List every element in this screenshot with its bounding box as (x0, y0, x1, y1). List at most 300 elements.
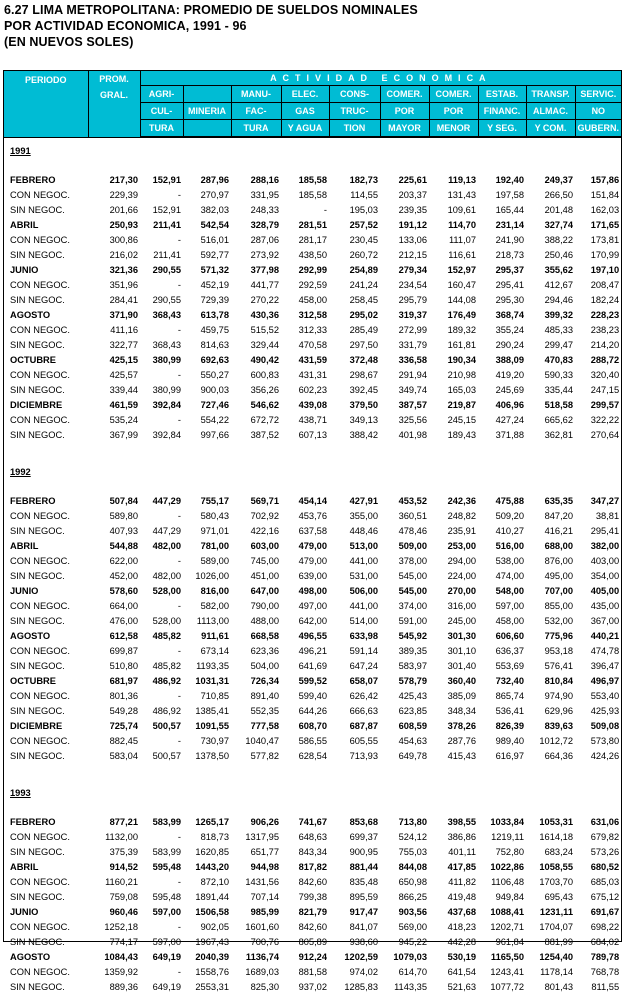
cell-value: 152,91 (152, 175, 181, 185)
row-label: SIN NEGOC. (10, 430, 65, 440)
cell-value: 1058,55 (539, 862, 573, 872)
cell-value: 320,40 (590, 370, 620, 380)
cell-value: 235,91 (447, 526, 476, 536)
cell-value: 971,01 (200, 526, 229, 536)
cell-value: 623,85 (398, 706, 427, 716)
cell-value: 917,47 (349, 907, 378, 917)
cell-value: 482,00 (152, 541, 181, 551)
cell-value: 441,00 (349, 556, 378, 566)
cell-value: 755,03 (398, 847, 427, 857)
cell-value: 591,14 (349, 646, 378, 656)
cell-value: 290,55 (152, 295, 181, 305)
cell-value: 281,51 (298, 220, 327, 230)
cell-value: 401,11 (448, 847, 476, 857)
cell-value: 1443,20 (195, 862, 229, 872)
cell-value: 668,58 (250, 631, 279, 641)
year-label: 1992 (10, 467, 31, 477)
row-label: OCTUBRE (10, 355, 56, 365)
row-label: SIN NEGOC. (10, 982, 65, 992)
cell-value: 295,41 (495, 280, 524, 290)
cell-value: 599,40 (298, 691, 327, 701)
cell-value: 453,76 (298, 511, 327, 521)
cell-value: - (177, 280, 181, 290)
cell-value: 192,40 (495, 175, 524, 185)
sub-row (4, 413, 621, 428)
cell-value: 248,82 (447, 511, 476, 521)
sub-row (4, 278, 621, 293)
cell-value: 157,86 (590, 175, 620, 185)
cell-value: 241,24 (349, 280, 378, 290)
cell-value: 327,74 (544, 220, 573, 230)
cell-value: 435,00 (590, 601, 620, 611)
cell-value: 355,00 (349, 511, 378, 521)
cell-value: 248,33 (250, 205, 279, 215)
row-label: FEBRERO (10, 175, 56, 185)
cell-value: 176,49 (447, 310, 476, 320)
cell-value: 612,58 (109, 631, 138, 641)
cell-value: 855,00 (544, 601, 573, 611)
cell-value: 844,08 (398, 862, 427, 872)
cell-value: 847,20 (544, 511, 573, 521)
cell-value: 586,55 (298, 736, 327, 746)
cell-value: 322,22 (590, 415, 620, 425)
cell-value: 419,48 (447, 892, 476, 902)
header-col-1-line-3 (183, 120, 231, 138)
cell-value: 496,97 (590, 676, 620, 686)
cell-value: 486,92 (152, 706, 181, 716)
cell-value: 725,74 (109, 721, 138, 731)
row-label: CON NEGOC. (10, 370, 70, 380)
salary-table-frame (3, 70, 622, 992)
year-row (4, 459, 621, 485)
cell-value: 288,72 (590, 355, 620, 365)
cell-value: 367,99 (109, 430, 138, 440)
cell-value: 479,00 (298, 556, 327, 566)
salary-table (4, 71, 621, 995)
cell-value: 811,55 (591, 982, 620, 992)
cell-value: 355,62 (544, 265, 573, 275)
cell-value: 250,46 (544, 250, 573, 260)
cell-value: 231,14 (495, 220, 524, 230)
cell-value: 325,56 (398, 415, 427, 425)
spacer-row (4, 164, 621, 173)
cell-value: 490,42 (250, 355, 279, 365)
cell-value: 476,00 (109, 616, 138, 626)
cell-value: 882,45 (109, 736, 138, 746)
cell-value: - (177, 691, 181, 701)
cell-value: - (177, 736, 181, 746)
header-col-9-line-2: NO (575, 103, 621, 120)
cell-value: 569,71 (250, 496, 279, 506)
cell-value: 208,47 (590, 280, 620, 290)
cell-value: 498,00 (298, 586, 327, 596)
title-line-1: 6.27 LIMA METROPOLITANA: PROMEDIO DE SUELDOS NOMINALES (4, 3, 418, 17)
cell-value: 152,97 (447, 265, 476, 275)
row-label: CON NEGOC. (10, 736, 70, 746)
sub-row (4, 920, 621, 935)
cell-value: 576,41 (544, 661, 573, 671)
cell-value: 741,67 (298, 817, 327, 827)
cell-value: 1506,58 (195, 907, 229, 917)
cell-value: 360,51 (398, 511, 427, 521)
cell-value: 960,46 (109, 907, 138, 917)
header-col-6-line-1: COMER. (429, 86, 478, 103)
cell-value: 1113,00 (196, 616, 229, 626)
cell-value: 639,00 (298, 571, 327, 581)
cell-value: 810,84 (544, 676, 573, 686)
cell-value: 1165,50 (490, 952, 524, 962)
cell-value: 438,50 (298, 250, 327, 260)
cell-value: 713,93 (349, 751, 378, 761)
row-label: ABRIL (10, 541, 39, 551)
cell-value: - (323, 205, 327, 215)
cell-value: 284,41 (109, 295, 138, 305)
table-header (4, 71, 621, 137)
cell-value: 513,00 (349, 541, 378, 551)
cell-value: 479,00 (298, 541, 327, 551)
cell-value: 672,72 (250, 415, 279, 425)
cell-value: 425,57 (109, 370, 138, 380)
sub-row (4, 749, 621, 764)
cell-value: 650,98 (398, 877, 427, 887)
cell-value: 351,96 (109, 280, 138, 290)
cell-value: 452,19 (200, 280, 229, 290)
cell-value: 580,43 (200, 511, 229, 521)
cell-value: 1378,50 (195, 751, 229, 761)
cell-value: 1053,31 (539, 817, 573, 827)
month-row (4, 950, 621, 965)
header-col-9-line-3: GUBERN. (575, 120, 621, 138)
cell-value: 603,00 (250, 541, 279, 551)
cell-value: 647,24 (349, 661, 378, 671)
cell-value: 485,82 (152, 661, 181, 671)
cell-value: 312,33 (298, 325, 327, 335)
cell-value: 119,13 (448, 175, 476, 185)
cell-value: 389,35 (398, 646, 427, 656)
cell-value: 458,00 (495, 616, 524, 626)
cell-value: 805,89 (298, 937, 327, 947)
cell-value: 707,00 (544, 586, 573, 596)
cell-value: 550,27 (200, 370, 229, 380)
spacer-row (4, 764, 621, 780)
cell-value: 583,99 (152, 817, 181, 827)
cell-value: 509,20 (495, 511, 524, 521)
cell-value: 453,52 (398, 496, 427, 506)
row-label: CON NEGOC. (10, 190, 70, 200)
cell-value: 212,15 (398, 250, 427, 260)
cell-value: 191,12 (398, 220, 427, 230)
cell-value: 914,52 (109, 862, 138, 872)
cell-value: 649,19 (152, 982, 181, 992)
cell-value: 536,41 (495, 706, 524, 716)
sub-row (4, 644, 621, 659)
cell-value: 1219,11 (491, 832, 524, 842)
row-label: SIN NEGOC. (10, 937, 65, 947)
row-label: JUNIO (10, 586, 39, 596)
cell-value: - (177, 877, 181, 887)
cell-value: 569,00 (398, 922, 427, 932)
cell-value: 448,46 (349, 526, 378, 536)
sub-row (4, 233, 621, 248)
header-col-7-line-3: Y SEG. (478, 120, 526, 138)
cell-value: 518,58 (544, 400, 573, 410)
cell-value: 699,37 (349, 832, 378, 842)
cell-value: 679,82 (590, 832, 620, 842)
cell-value: 664,00 (109, 601, 138, 611)
cell-value: 258,45 (349, 295, 378, 305)
header-col-8-line-2: ALMAC. (526, 103, 575, 120)
cell-value: 1160,21 (105, 877, 138, 887)
cell-value: 589,80 (109, 511, 138, 521)
cell-value: 217,30 (109, 175, 138, 185)
cell-value: 328,79 (250, 220, 279, 230)
cell-value: 133,06 (398, 235, 427, 245)
cell-value: 912,24 (298, 952, 327, 962)
cell-value: 684,02 (590, 937, 620, 947)
cell-value: 775,96 (544, 631, 573, 641)
cell-value: 818,73 (200, 832, 229, 842)
header-col-2-line-2: FAC- (231, 103, 281, 120)
spacer-row (4, 485, 621, 494)
sub-row (4, 704, 621, 719)
cell-value: 257,52 (349, 220, 378, 230)
cell-value: 538,00 (495, 556, 524, 566)
cell-value: 427,24 (495, 415, 524, 425)
cell-value: 799,38 (298, 892, 327, 902)
cell-value: 239,35 (398, 205, 427, 215)
sub-row (4, 383, 621, 398)
cell-value: 474,78 (590, 646, 620, 656)
cell-value: 573,26 (590, 847, 620, 857)
cell-value: 944,98 (250, 862, 279, 872)
year-row (4, 780, 621, 806)
sub-row (4, 935, 621, 950)
row-label: SIN NEGOC. (10, 526, 65, 536)
cell-value: 214,20 (590, 340, 620, 350)
cell-value: 691,67 (590, 907, 620, 917)
cell-value: 422,16 (250, 526, 279, 536)
cell-value: 273,92 (250, 250, 279, 260)
cell-value: 524,12 (398, 832, 427, 842)
cell-value: 1614,18 (539, 832, 573, 842)
cell-value: 114,70 (448, 220, 476, 230)
cell-value: 597,00 (152, 937, 181, 947)
cell-value: 321,36 (109, 265, 138, 275)
sub-row (4, 203, 621, 218)
sub-row (4, 890, 621, 905)
cell-value: 895,59 (349, 892, 378, 902)
row-label: SIN NEGOC. (10, 706, 65, 716)
header-col-5-line-2: POR (380, 103, 429, 120)
cell-value: 789,78 (590, 952, 620, 962)
sub-row (4, 554, 621, 569)
cell-value: 392,84 (152, 400, 181, 410)
cell-value: 949,84 (495, 892, 524, 902)
month-row (4, 263, 621, 278)
cell-value: 577,82 (250, 751, 279, 761)
cell-value: 1084,43 (104, 952, 138, 962)
cell-value: 388,42 (349, 430, 378, 440)
cell-value: 377,98 (250, 265, 279, 275)
row-label: DICIEMBRE (10, 400, 63, 410)
row-label: SIN NEGOC. (10, 571, 65, 581)
cell-value: 290,24 (495, 340, 524, 350)
cell-value: 945,22 (398, 937, 427, 947)
cell-value: 131,43 (447, 190, 476, 200)
cell-value: 382,03 (200, 205, 229, 215)
cell-value: 521,63 (447, 982, 476, 992)
cell-value: 1265,17 (195, 817, 229, 827)
cell-value: 509,00 (398, 541, 427, 551)
cell-value: 853,68 (349, 817, 378, 827)
cell-value: 1202,59 (344, 952, 378, 962)
cell-value: 816,00 (200, 586, 229, 596)
cell-value: 38,81 (595, 511, 620, 521)
cell-value: 362,81 (544, 430, 573, 440)
cell-value: 1359,92 (104, 967, 138, 977)
cell-value: 407,93 (109, 526, 138, 536)
cell-value: 270,97 (200, 190, 229, 200)
cell-value: 530,19 (447, 952, 476, 962)
cell-value: 331,79 (398, 340, 427, 350)
cell-value: 727,46 (200, 400, 229, 410)
cell-value: 301,10 (447, 646, 476, 656)
cell-value: 839,63 (544, 721, 573, 731)
cell-value: 578,60 (109, 586, 138, 596)
cell-value: 506,00 (349, 586, 378, 596)
header-col-4-line-3: TION (329, 120, 380, 138)
row-label: CON NEGOC. (10, 601, 70, 611)
cell-value: 386,86 (447, 832, 476, 842)
cell-value: 1254,40 (539, 952, 573, 962)
cell-value: 889,36 (109, 982, 138, 992)
cell-value: 826,39 (495, 721, 524, 731)
cell-value: 355,24 (495, 325, 524, 335)
header-col-3-line-2: GAS (281, 103, 329, 120)
header-col-2-line-3: TURA (231, 120, 281, 138)
cell-value: 774,17 (109, 937, 138, 947)
cell-value: 441,00 (349, 601, 378, 611)
row-label: SIN NEGOC. (10, 205, 65, 215)
cell-value: 817,82 (298, 862, 327, 872)
cell-value: 281,17 (298, 235, 327, 245)
cell-value: - (177, 832, 181, 842)
cell-value: 608,59 (398, 721, 427, 731)
cell-value: 415,43 (447, 751, 476, 761)
cell-value: 295,02 (349, 310, 378, 320)
row-label: CON NEGOC. (10, 832, 70, 842)
cell-value: 1033,84 (490, 817, 524, 827)
row-label: ABRIL (10, 220, 39, 230)
sub-row (4, 188, 621, 203)
cell-value: 412,67 (544, 280, 573, 290)
cell-value: 185,58 (298, 175, 327, 185)
cell-value: 392,84 (152, 430, 181, 440)
cell-value: 509,08 (590, 721, 620, 731)
cell-value: 497,00 (298, 601, 327, 611)
header-actividad-economica: ACTIVIDAD ECONOMICA (140, 71, 621, 86)
cell-value: 752,80 (495, 847, 524, 857)
header-col-6-line-3: MENOR (429, 120, 478, 138)
cell-value: 648,63 (298, 832, 327, 842)
cell-value: 729,39 (200, 295, 229, 305)
month-row (4, 173, 621, 188)
cell-value: 641,69 (298, 661, 327, 671)
cell-value: 637,58 (298, 526, 327, 536)
sub-row (4, 659, 621, 674)
cell-value: - (177, 601, 181, 611)
header-col-6-line-2: POR (429, 103, 478, 120)
cell-value: 698,22 (590, 922, 620, 932)
cell-value: 2553,31 (195, 982, 229, 992)
cell-value: 583,99 (152, 847, 181, 857)
cell-value: 319,37 (398, 310, 427, 320)
header-col-1-line-2: MINERIA (183, 103, 231, 120)
cell-value: 447,29 (152, 496, 181, 506)
month-row (4, 353, 621, 368)
row-label: CON NEGOC. (10, 922, 70, 932)
title-line-2: POR ACTIVIDAD ECONOMICA, 1991 - 96 (4, 19, 247, 33)
cell-value: 623,36 (250, 646, 279, 656)
cell-value: 548,00 (495, 586, 524, 596)
cell-value: 116,61 (448, 250, 476, 260)
year-row (4, 137, 621, 164)
cell-value: 726,34 (250, 676, 279, 686)
row-label: SIN NEGOC. (10, 661, 65, 671)
cell-value: 903,56 (398, 907, 427, 917)
cell-value: 173,81 (590, 235, 620, 245)
cell-value: 545,00 (398, 586, 427, 596)
cell-value: 379,50 (349, 400, 378, 410)
cell-value: 781,00 (200, 541, 229, 551)
cell-value: 162,03 (590, 205, 620, 215)
cell-value: 1431,56 (245, 877, 279, 887)
cell-value: 144,08 (447, 295, 476, 305)
header-col-0-line-3: TURA (140, 120, 183, 138)
cell-value: - (177, 325, 181, 335)
cell-value: 614,70 (398, 967, 427, 977)
cell-value: 680,52 (590, 862, 620, 872)
cell-value: 647,00 (250, 586, 279, 596)
cell-value: 451,00 (250, 571, 279, 581)
cell-value: 210,98 (447, 370, 476, 380)
cell-value: 418,23 (447, 922, 476, 932)
cell-value: 607,13 (298, 430, 327, 440)
cell-value: 247,15 (590, 385, 620, 395)
cell-value: 388,09 (495, 355, 524, 365)
cell-value: 301,40 (447, 661, 476, 671)
cell-value: 1077,72 (490, 982, 524, 992)
cell-value: 592,77 (200, 250, 229, 260)
cell-value: 535,24 (109, 415, 138, 425)
cell-value: 347,27 (590, 496, 620, 506)
cell-value: 295,79 (398, 295, 427, 305)
cell-value: 454,63 (398, 736, 427, 746)
cell-value: 398,55 (447, 817, 476, 827)
cell-value: 486,92 (152, 676, 181, 686)
cell-value: 1202,71 (490, 922, 524, 932)
sub-row (4, 569, 621, 584)
cell-value: 542,54 (200, 220, 229, 230)
cell-value: 900,03 (200, 385, 229, 395)
cell-value: 160,47 (447, 280, 476, 290)
cell-value: 583,04 (109, 751, 138, 761)
sub-row (4, 965, 621, 980)
cell-value: 437,68 (447, 907, 476, 917)
month-row (4, 308, 621, 323)
cell-value: 295,30 (495, 295, 524, 305)
cell-value: 238,23 (590, 325, 620, 335)
